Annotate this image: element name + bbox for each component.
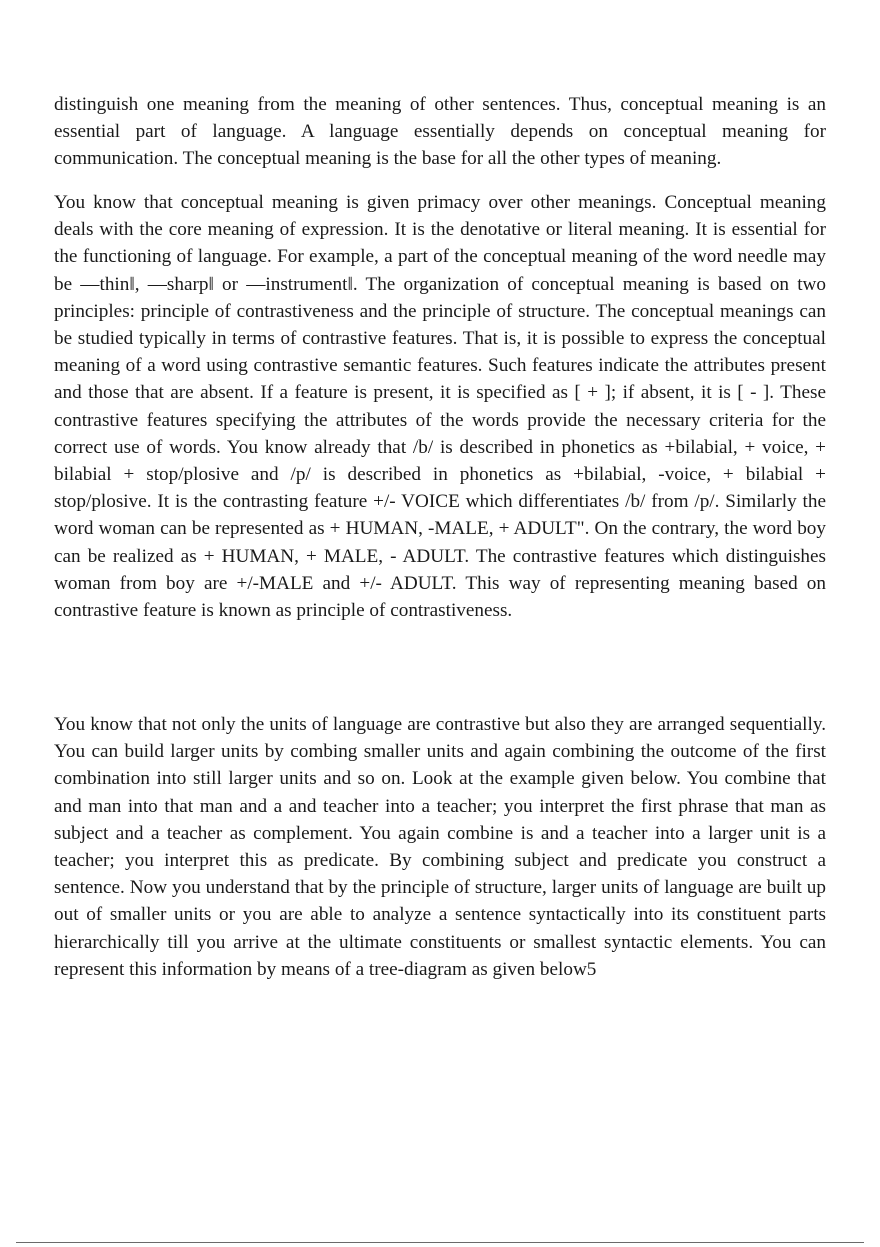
- footer-divider: [16, 1242, 864, 1243]
- paragraph-principle-of-structure: You know that not only the units of language are contrastive but also they are arranged sequentially. You can build larger units by combing smaller units and again combining the outcome of the first combination into still larger units and so on. Look at the example given below. You combine that and man into that man and a and teacher into a teacher; you interpret the first phrase that man as subject and a teacher as complement. You again combine is and a teacher into a larger unit is a teacher; you interpret this as predicate. By combining subject and predicate you construct a sentence. Now you understand that by the principle of structure, larger units of language are built up out of smaller units or you are able to analyze a sentence syntactically into its constituent parts hierarchically till you arrive at the ultimate constituents or smallest syntactic elements. You can represent this information by means of a tree-diagram as given below5: [54, 714, 826, 980]
- paragraph-principle-of-contrastiveness: You know that conceptual meaning is given primacy over other meanings. Conceptual meaning deals with the core meaning of expression. It is the denotative or literal meaning. It is essential for the functioning of language. For example, a part of the conceptual meaning of the word needle may be ―thin‖, ―sharp‖ or ―instrument‖. The organization of conceptual meaning is based on two principles: principle of contrastiveness and the principle of structure. The conceptual meanings can be studied typically in terms of contrastive features. That is, it is possible to express the conceptual meaning of a word using contrastive semantic features. Such features indicate the attributes present and those that are absent. If a feature is present, it is specified as [ + ]; if absent, it is [ - ]. These contrastive features specifying the attributes of the words provide the necessary criteria for the correct use of words. You know already that /b/ is described in phonetics as +bilabial, + voice, + bilabial + stop/plosive and /p/ is described in phonetics as +bilabial, -voice, + bilabial + stop/plosive. It is the contrasting feature +/- VOICE which differentiates /b/ from /p/. Similarly the word woman can be represented as + HUMAN, -MALE, + ADULT". On the contrary, the word boy can be realized as + HUMAN, + MALE, - ADULT. The contrastive features which distinguishes woman from boy are +/-MALE and +/- ADULT. This way of representing meaning based on contrastive feature is known as principle of contrastiveness.: [54, 192, 826, 622]
- paragraph-conceptual-meaning-intro: distinguish one meaning from the meaning of other sentences. Thus, conceptual meaning is an essential part of language. A language essentially depends on conceptual meaning for communication. The conceptual meaning is the base for all the other types of meaning.: [54, 94, 826, 170]
